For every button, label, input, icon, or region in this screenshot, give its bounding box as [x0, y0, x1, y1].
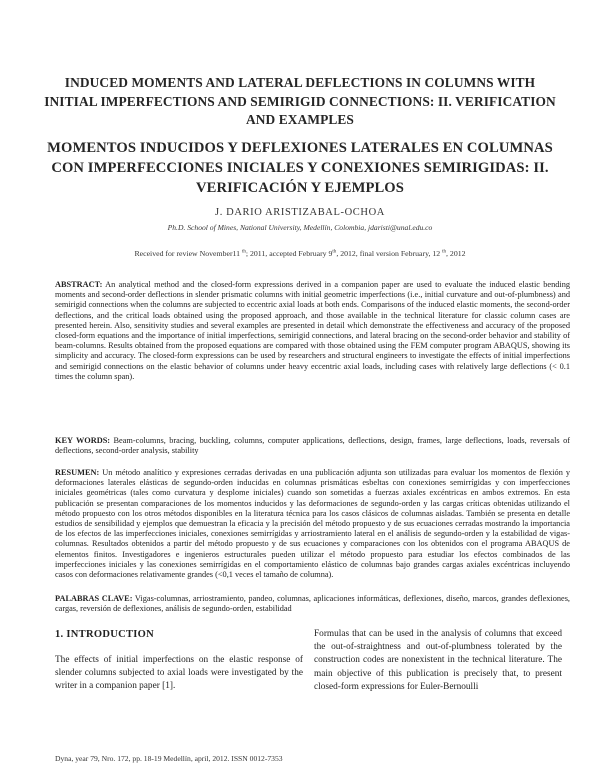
resumen — [55, 468, 570, 580]
spanish-title: MOMENTOS INDUCIDOS Y DEFLEXIONES LATERALES EN COLUMNAS CON IMPERFECCIONES INICIALES Y CONEXIONES SEMIRIGIDAS: II. VERIFICACIÓN Y EJEMPLOS — [47, 140, 553, 196]
english-title: INDUCED MOMENTS AND LATERAL DEFLECTIONS IN COLUMNS WITH INITIAL IMPERFECTIONS AND SEMIRIGID CONNECTIONS: II. VERIFICATION AND EXAMPLES — [44, 75, 556, 127]
intro-right-column: Formulas that can be used in the analysis of columns that exceed the out-of-straightness and out-of-plumbness tolerated by the construction codes are nonexistent in the technical literature. The main objective of this publication is precisely that, to present closed-form expressions for Euler-Bernoulli — [314, 629, 562, 692]
abstract-label: ABSTRACT: — [55, 280, 103, 289]
received-text-4: , 2012 — [446, 249, 466, 258]
abstract — [55, 280, 570, 382]
journal-footer: Dyna, year 79, Nro. 172, pp. 18-19 Medellín, april, 2012. ISSN 0012-7353 — [55, 754, 283, 763]
received-sup-1: th — [242, 249, 246, 255]
received-dates — [0, 249, 600, 258]
palabras-text: Vigas-columnas, arriostramiento, pandeo, columnas, aplicaciones informáticas, deflexiones, diseño, marcos, grandes deflexiones, cargas, reversión de deflexiones, análisis de segundo-orden, estabilidad — [55, 594, 571, 614]
abstract-text: An analytical method and the closed-form expressions derived in a companion paper are used to evaluate the induced elastic bending moments and second-order deflections in slender prismatic columns with initial geometric imperfections (i.e., initial curvature and out-of-plumbness) and semirigid connections when the columns are subjected to eccentric axial loads at both ends. Comparisons of the induced elastic moments, the second-order deflections, and the critical loads obtained using the proposed approach, and those available in the technical literature for classic column cases are presented herein. Also, sensitivity studies and several examples are presented in detail which demonstrate the effectiveness and accuracy of the proposed closed-form equations and the importance of initial imperfections, semirigid connections, and lateral bracing on the second-order behavior and stability of beam-columns. Results obtained from the proposed equations are compared with those obtained using the FEM computer program ABAQUS, showing its simplicity and accuracy. The closed-form expressions can be used by researchers and structural engineers to investigate the effects of initial imperfections and semirigid connections on the elastic behavior of columns under heavy eccentric axial loads, including cases with relatively large deflections (< 0.1 times the column span). — [55, 280, 570, 381]
received-sup-2: th — [332, 249, 337, 255]
resumen-text: Un método analítico y expresiones cerradas derivadas en una publicación adjunta son utilizadas para evaluar los momentos de flexión y deformaciones laterales elásticas de segundo-orden inducidas en columnas prismáticas esbeltas con conexiones semirrígidas y con imperfecciones iniciales geométricas (tales como curvatura y desplome iniciales) cuando son sometidas a fuerzas axiales excéntricas en ambos extremos. En esta publicación se presentan comparaciones de los momentos inducidos y las deformaciones de segundo-orden y las cargas críticas obtenidas utilizando el método propuesto con los otros métodos disponibles en la literatura técnica para los casos clásicos de columnas aisladas. También se presenta en detalle estudios de sensibilidad y ejemplos que demuestran la eficacia y la precisión del método propuesto y de sus ecuaciones cerradas mostrando la importancia de los efectos de las imperfecciones iniciales, conexiones semirrígidas y arriostramiento lateral en el análisis de segundo-orden y la estabilidad de vigas-columnas. Resultados obtenidos a partir del método propuesto y de sus ecuaciones y comparaciones con los obtenidos con el programa ABAQUS de elementos finitos. Investigadores e ingenieros estructurales pueden utilizar el método propuesto para estudiar los efectos combinados de las imperfecciones iniciales y las conexiones semirrígidas en el comportamiento elástico de columnas bajo grandes cargas axiales excéntricas incluyendo casos con deformaciones relativamente grandes (<0,1 veces el tamaño de columna). — [55, 468, 570, 580]
keywords-label: KEY WORDS: — [55, 436, 111, 445]
section-title-introduction: 1. INTRODUCTION — [55, 629, 155, 640]
received-text-2: ; 2011, accepted February 9 — [245, 249, 333, 258]
author-name: J. DARIO ARISTIZABAL-OCHOA — [215, 207, 385, 218]
palabras-clave — [55, 594, 570, 614]
author-affiliation: Ph.D. School of Mines, National University, Medellín, Colombia, jdaristi@unal.edu.co — [167, 223, 433, 232]
received-sup-3: th — [442, 249, 447, 255]
keywords-text: Beam-columns, bracing, buckling, columns, computer applications, deflections, design, frames, large deflections, loads, reversals of deflections, second-order analysis, stability — [55, 436, 570, 456]
keywords — [55, 436, 570, 456]
palabras-label: PALABRAS CLAVE: — [55, 594, 133, 603]
resumen-label: RESUMEN: — [55, 468, 100, 477]
intro-left-column: The effects of initial imperfections on the elastic response of slender columns subjected to axial loads were investigated by the writer in a companion paper [1]. — [55, 655, 303, 692]
received-text-1: Received for review November11 — [134, 249, 242, 258]
received-text-3: , 2012, final version February, 12 — [336, 249, 443, 258]
